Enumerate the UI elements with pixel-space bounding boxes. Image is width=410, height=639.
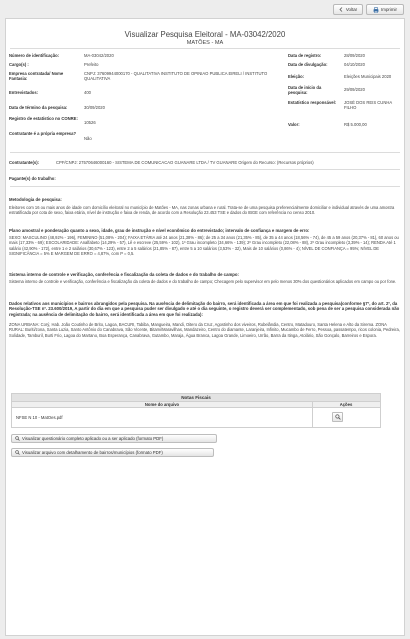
field-value-valor: R$ 5.000,00	[344, 122, 367, 127]
bairros-text: ZONA URBANA: Corý, Hab. João Coutinho de Brito, Lagoa, BACURI, Tabiba, Mangueira, Mandi, Oitero da Cruz, Agostinho dos viveiros, Rubelândia, Centro, Matadouro, Santa Helena e Alto da Sirema. ZONA RURAL: Buriti/zona, Santa Luzia, Santo Antônio do Canabrava, São Vicente, Bitami/Maravilhas, Mandazeiro, Centro do diamante, Laranjeira, Infinito, Mucambo de Ferro, Pessoa, passatempo, ricos colonia, Pedreira, Solidade, Tamburil, Burti Frio, Lagoa do Martano, Boa Esperança, Canabrava, Gutambo, Maraja, Água Branca, Lagoa Grande, Limoeiro, Urrão, Barra da Itinga, Atolário, São Gonçalo, Barreiros e Espora.	[9, 322, 400, 338]
column-divider	[312, 408, 313, 428]
plano-amostral-title: Plano amostral e ponderação quanto a sexo, idade, grau de instrução e nível econômico do entrevistado; intervalo de confiança e margem de erro:	[9, 228, 310, 233]
bairros-title: Dados relativos aos municípios e bairros abrangidos pela pesquisa. Na ausência de delimitação do bairro, será identificada a área em que foi realizada a pesquisa(conforme §7º, do art. 2º, da Resolução-TSE nº. 23.600/2019, A partir do dia em que a pesquisa puder ser divulgado e até o dia seguinte, o registro deverá ser complementado, sob pena de ser a pesquisa considerada não registrada; na ausência de delimitação do bairro, será identificada a área em que foi realizada):	[9, 301, 400, 317]
nota-fiscal-filename: NFSE N 10 - MatOes.pdf	[16, 415, 63, 420]
field-label-data-registro: Data de registro:	[288, 53, 322, 58]
field-label-valor: Valor:	[288, 122, 300, 127]
field-value-data-registro: 28/09/2020	[344, 53, 365, 58]
view-bairros-label: Visualizar arquivo com detalhamento de bairros/municípios (formato PDF)	[22, 449, 163, 455]
controle-title: Sistema interno de controle e verificação, conferência e fiscalização da coleta de dados e do trabalho de campo:	[9, 272, 239, 277]
field-label-propria-empresa: Contratante é a própria empresa?	[9, 131, 77, 136]
field-label-data-termino: Data de término da pesquisa:	[9, 105, 68, 110]
divider	[10, 186, 400, 187]
field-label-empresa: Empresa contratada/ Nome Fantasia:	[9, 71, 64, 82]
field-value-eleicao: Eleições Municipais 2020	[344, 74, 392, 79]
top-toolbar	[0, 0, 410, 16]
print-button[interactable]	[366, 4, 404, 15]
field-value-propria-empresa: Não	[84, 136, 92, 141]
field-label-data-inicio: Data de início da pesquisa:	[288, 85, 322, 96]
metodologia-text: Eleitores com 16 ou mais anos de idade com domicílio eleitoral no município de Matões - MA, nas zonas urbana e rural. Trata-se de uma pesquisa preferencialmente domiciliar e individual através de uma amostra estratificada por cota de sexo, faixa etária, nível de instrução e faixa de renda, de acordo com a Resolução 23.453 TSE e dados do IBGE com referência no censo 2010.	[9, 205, 395, 216]
field-value-entrevistados: 400	[84, 90, 91, 95]
view-file-button[interactable]	[332, 412, 343, 422]
field-label-data-divulgacao: Data de divulgação:	[288, 62, 328, 67]
print-button-label: Imprimir	[381, 6, 397, 12]
arrow-left-icon	[339, 7, 344, 12]
survey-details-panel	[5, 18, 405, 636]
back-button[interactable]	[333, 4, 363, 15]
field-value-estatistico: JOSÉ DOS REIS CUNHA FILHO	[344, 100, 392, 111]
page-title: Visualizar Pesquisa Eleitoral - MA-03042/2020	[124, 30, 286, 39]
page-subtitle: MATÕES - MA	[186, 40, 224, 46]
field-value-empresa: CNPJ: 37609944000170 - QUALITATIVA INSTITUTO DE OPINIAO PUBLICA EIRELI / INSTITUTO QUALITATIVA	[84, 71, 268, 82]
field-value-registro-conre: 10526	[84, 120, 96, 125]
divider	[10, 169, 400, 170]
contratantes-label: Contratante(s):	[9, 160, 40, 165]
divider	[10, 48, 400, 49]
view-questionario-label: Visualizar questionário completo aplicado ou a ser aplicado (formato PDF)	[22, 435, 164, 441]
field-value-numero: MA-03042/2020	[84, 53, 114, 58]
metodologia-title: Metodologia de pesquisa:	[9, 197, 62, 202]
field-label-estatistico: Estatístico responsável:	[288, 100, 337, 105]
magnifier-icon	[335, 414, 341, 420]
field-label-entrevistados: Entrevistados:	[9, 90, 39, 95]
field-value-cargo: Prefeito	[84, 62, 99, 67]
field-label-registro-conre: Registro de estatístico no CONRE:	[9, 116, 78, 121]
field-label-cargo: Cargo(s) :	[9, 62, 29, 67]
col-header-filename: Nome do arquivo	[144, 402, 180, 407]
plano-amostral-text: SEXO: MASCULINO (48,92% - 196), FEMININO (51,08% - 204); FAIXA ETÁRIA até 24 anos (21,38% - 86); de 25 a 34 anos (21,35% - 85), de 35 a 44 anos (18,56% - 74), de 45 a 59 anos (20,37% - 81), 60 anos ou mais (17,33% - 69); ESCOLARIDADE: Analfabeto (14,29% - 57), Lê e escreve (25,59% - 102), 1º Grau incompleto (34,66% - 139); 2º Grau incompleto (22,08% - 88), 2º Grau incompleto (3,39% - 14); RENDA Até 1 salário (42,90% - 172), entre 1 e 2 salários (30,67% - 123), entre 2 a 5 salários (21,85% - 87), entre 5 a 10 salários (3,53% - 32), Mais de 10 salários (0,86% - 4); NÍVEL DE CONFIANÇA = 95%; NÍVEL DE SIGNIFICÂNCIA = 5% E MARGEM DE ERRO = 4,87%, com P = 0,5.	[9, 235, 399, 257]
field-value-data-inicio: 29/09/2020	[344, 87, 365, 92]
back-button-label: Voltar	[345, 6, 358, 12]
view-questionario-button[interactable]	[11, 434, 217, 443]
notas-fiscais-title: Notas Fiscais	[12, 394, 380, 402]
field-label-numero: Número de identificação:	[9, 53, 60, 58]
view-bairros-button[interactable]	[11, 448, 214, 457]
controle-text: Sistema interno de controle e verificação, conferência e fiscalização da coleta de dados e do trabalho de campo; Checagem pelo supervisor em pelo menos 30% dos questionários aplicados em campo ou por fone.	[9, 279, 397, 284]
field-value-data-divulgacao: 04/10/2020	[344, 62, 365, 67]
field-value-data-termino: 30/09/2020	[84, 105, 105, 110]
field-label-eleicao: Eleição:	[288, 74, 305, 79]
search-icon	[15, 450, 20, 455]
printer-icon	[373, 7, 379, 13]
pagantes-label: Pagante(s) do trabalho:	[9, 176, 56, 181]
search-icon	[15, 436, 20, 441]
table-row	[12, 408, 380, 428]
divider	[10, 152, 400, 153]
col-header-actions: Ações	[339, 402, 353, 407]
notas-fiscais-table	[11, 393, 381, 428]
contratantes-value: CPF/CNPJ: 27570646000160 - SISTEMA DE COMUNICACAO GUANARE LTDA / TV GUANARE Origem do Recurso: (Recursos próprios)	[56, 160, 314, 165]
